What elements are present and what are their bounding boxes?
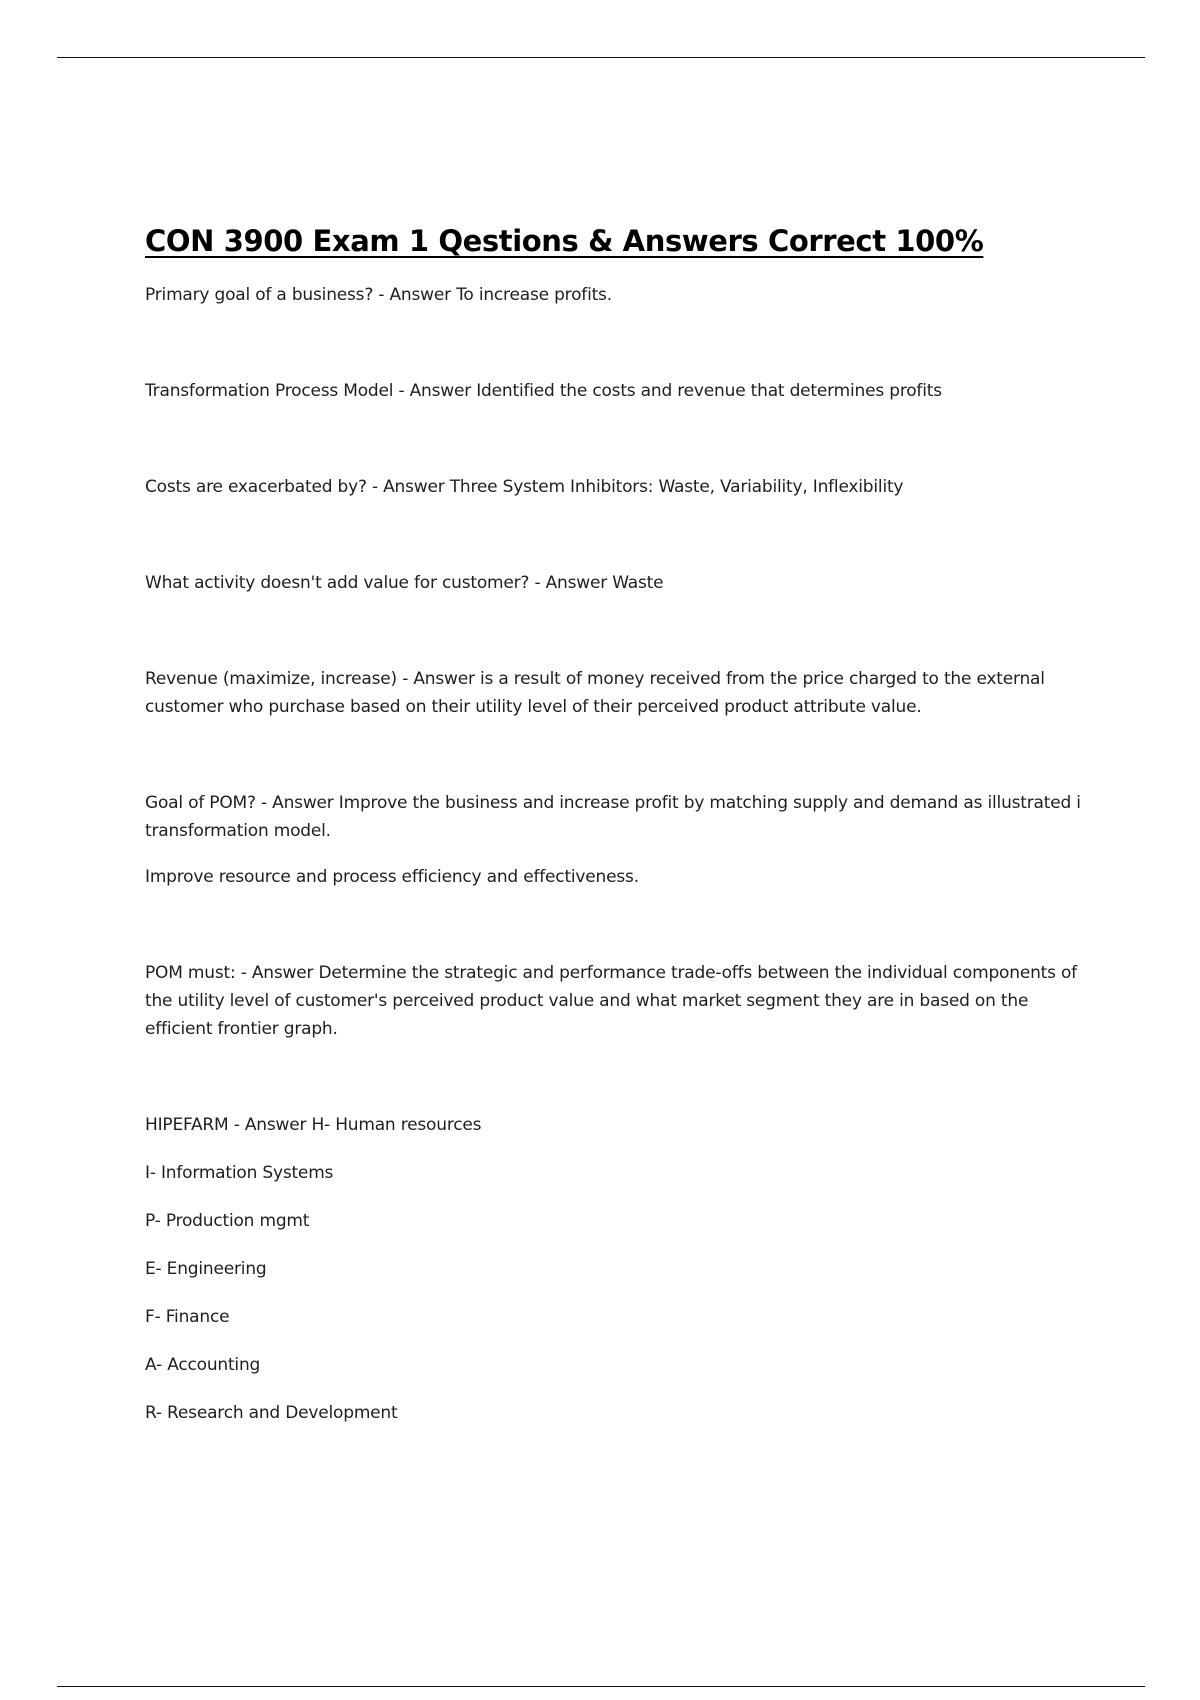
- qa-item: [145, 377, 1095, 405]
- qa-list-item: R- Research and Development: [145, 1402, 398, 1423]
- qa-text: Transformation Process Model - Answer Identified the costs and revenue that determines profits: [145, 380, 942, 401]
- qa-extra-text: Improve resource and process efficiency and effectiveness.: [145, 866, 639, 887]
- document-body: [145, 224, 1095, 1427]
- qa-text: What activity doesn't add value for customer? - Answer Waste: [145, 572, 664, 593]
- qa-item: [145, 1111, 1095, 1427]
- qa-list-item: E- Engineering: [145, 1258, 267, 1279]
- qa-list-item: P- Production mgmt: [145, 1210, 310, 1231]
- qa-text: Revenue (maximize, increase) - Answer is a result of money received from the price charged to the external customer who purchase based on their utility level of their perceived product attribute value.: [145, 668, 1045, 717]
- qa-text: Primary goal of a business? - Answer To increase profits.: [145, 284, 612, 305]
- qa-list-item: I- Information Systems: [145, 1162, 334, 1183]
- qa-text: Costs are exacerbated by? - Answer Three System Inhibitors: Waste, Variability, Inflexibility: [145, 476, 904, 497]
- footer-rule: [57, 1686, 1145, 1687]
- header-rule: [57, 57, 1145, 58]
- qa-item: [145, 789, 1095, 891]
- qa-item: [145, 281, 1095, 309]
- document-title: CON 3900 Exam 1 Qestions & Answers Correct 100%: [145, 224, 984, 258]
- qa-item: [145, 569, 1095, 597]
- qa-item: [145, 473, 1095, 501]
- qa-text: HIPEFARM - Answer H- Human resources: [145, 1114, 482, 1135]
- qa-text: POM must: - Answer Determine the strategic and performance trade-offs between the individual components of the utility level of customer's perceived product value and what market segment they are in based on the efficient frontier graph.: [145, 962, 1077, 1039]
- qa-text: Goal of POM? - Answer Improve the business and increase profit by matching supply and demand as illustrated i transformation model.: [145, 792, 1081, 841]
- qa-list-item: F- Finance: [145, 1306, 230, 1327]
- qa-item: [145, 959, 1095, 1043]
- qa-list-item: A- Accounting: [145, 1354, 261, 1375]
- qa-item: [145, 665, 1095, 721]
